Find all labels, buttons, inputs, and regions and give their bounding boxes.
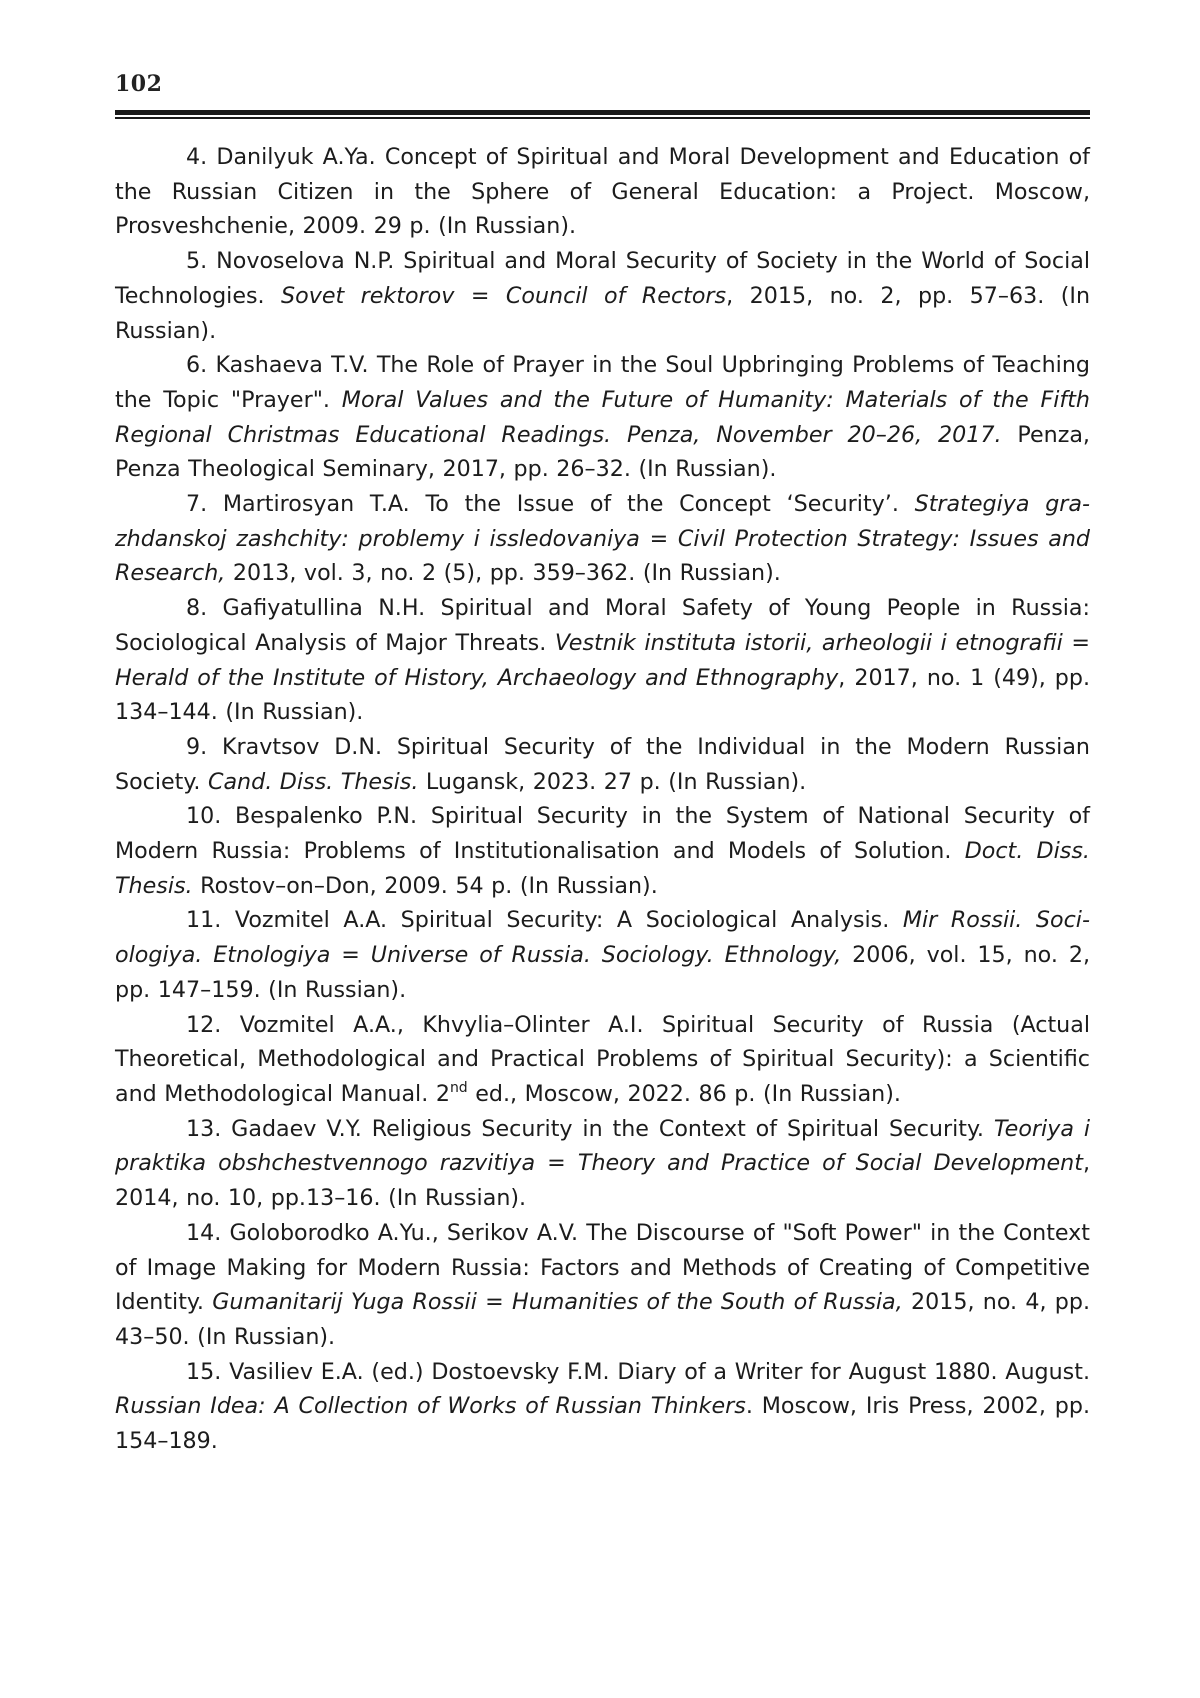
reference-item-15 bbox=[115, 1355, 1090, 1459]
reference-source-title: Gumanitarij Yuga Rossii = Humanities of the South of Russia, bbox=[212, 1289, 903, 1316]
header-rule-thin bbox=[115, 117, 1090, 119]
reference-item-5 bbox=[115, 244, 1090, 348]
reference-item-14 bbox=[115, 1216, 1090, 1355]
header-rule-thick bbox=[115, 110, 1090, 115]
reference-text: , 2014, no. 10, pp.13–16. (In Russian). bbox=[115, 1150, 1090, 1212]
reference-text: 11. Vozmitel A.A. Spiritual Security: A Sociological Analysis. bbox=[186, 907, 903, 934]
reference-text: 4. Danilyuk A.Ya. Concept of Spiritual and Moral Development and Education of the Russian Citizen in the Sphere of General Education: a Project. Moscow, Prosveshchenie, 2009. 29 p. (In Russian). bbox=[115, 144, 1090, 240]
reference-text: 10. Bespalenko P.N. Spiritual Security in the System of National Security of Modern Russia: Problems of Institutionalisation and Models of Solution. bbox=[115, 803, 1090, 865]
reference-text: 7. Martirosyan T.A. To the Issue of the Concept ‘Security’. bbox=[186, 491, 915, 518]
reference-item-7 bbox=[115, 487, 1090, 591]
reference-superscript: nd bbox=[449, 1079, 468, 1096]
reference-source-title: Teoriya i praktika obshchestvennogo razvitiya = Theory and Practice of Social Development bbox=[115, 1115, 1090, 1177]
reference-source-title: Moral Values and the Future of Humanity: Materials of the Fifth Regional Christmas Educational Readings. Penza, November 20–26, 2017. bbox=[115, 386, 1090, 448]
reference-item-11 bbox=[115, 903, 1090, 1007]
reference-text: 2015, no. 4, pp. 43–50. (In Russian). bbox=[115, 1289, 1090, 1350]
reference-text: 8. Gafiyatullina N.H. Spiritual and Moral Safety of Young People in Russia: Sociological Analysis of Major Threats. bbox=[115, 595, 1090, 656]
reference-source-title: Russian Idea: A Collection of Works of Russian Thinkers bbox=[115, 1393, 746, 1420]
reference-text: 9. Kravtsov D.N. Spiritual Security of the Individual in the Modern Russian Society. bbox=[115, 733, 1090, 795]
page-number: 102 bbox=[115, 71, 163, 97]
reference-source-title: Sovet rektorov = Council of Rectors bbox=[281, 282, 727, 309]
reference-text: Penza, Penza Theological Seminary, 2017, pp. 26–32. (In Russian). bbox=[115, 421, 1090, 483]
reference-item-13 bbox=[115, 1112, 1090, 1216]
reference-text: 15. Vasiliev E.A. (ed.) Dostoevsky F.M. Diary of a Writer for August 1880. August. bbox=[186, 1358, 1090, 1385]
reference-item-12 bbox=[115, 1008, 1090, 1112]
reference-text: , 2015, no. 2, pp. 57–63. (In Russian). bbox=[115, 282, 1091, 344]
reference-text: , 2017, no. 1 (49), pp. 134–144. (In Russian). bbox=[115, 664, 1090, 726]
reference-text: 12. Vozmitel A.A., Khvylia–Olinter A.I. Spiritual Security of Russia (Actual Theoretical, Methodological and Practical Problems of Spiritual Security): a Scientific and Methodological Manual. 2 bbox=[115, 1011, 1090, 1107]
reference-item-8 bbox=[115, 591, 1090, 730]
reference-text: Lugansk, 2023. 27 p. (In Russian). bbox=[418, 768, 807, 795]
reference-text: 14. Goloborodko A.Yu., Serikov A.V. The Discourse of "Soft Power" in the Context of Image Making for Modern Russia: Factors and Methods of Creating of Competitive Identity. bbox=[115, 1219, 1090, 1316]
reference-source-title: Doct. Diss. Thesis. bbox=[115, 838, 1090, 899]
reference-list bbox=[115, 140, 1090, 1459]
reference-source-title: Cand. Diss. Thesis. bbox=[207, 768, 419, 795]
reference-text: ed., Moscow, 2022. 86 p. (In Russian). bbox=[467, 1080, 901, 1107]
reference-text: 5. Novoselova N.P. Spiritual and Moral Security of Society in the World of Social Technologies. bbox=[115, 248, 1090, 309]
reference-text: 13. Gadaev V.Y. Religious Security in the Context of Spiritual Security. bbox=[186, 1115, 994, 1142]
reference-source-title: Mir Rossii. Sociologiya. Etnologiya = Universe of Russia. Sociology. Ethnology, bbox=[115, 907, 1090, 969]
reference-text: 2006, vol. 15, no. 2, pp. 147–159. (In Russian). bbox=[115, 942, 1090, 1003]
reference-source-title: Strategiya grazhdanskoj zashchity: problemy i issledovaniya = Civil Protection Strategy: Issues and Research, bbox=[115, 491, 1091, 587]
reference-item-10 bbox=[115, 799, 1090, 903]
reference-text: Rostov–on–Don, 2009. 54 p. (In Russian). bbox=[192, 872, 658, 899]
reference-text: . Moscow, Iris Press, 2002, pp. 154–189. bbox=[115, 1393, 1090, 1455]
reference-text: 2013, vol. 3, no. 2 (5), pp. 359–362. (In Russian). bbox=[225, 560, 781, 587]
reference-source-title: Vestnik instituta istorii, arheologii i etnografii = Herald of the Institute of History, Archaeology and Ethnography bbox=[115, 629, 1090, 691]
reference-item-6 bbox=[115, 348, 1090, 487]
reference-item-4 bbox=[115, 140, 1090, 244]
reference-item-9 bbox=[115, 730, 1090, 799]
reference-text: 6. Kashaeva T.V. The Role of Prayer in the Soul Upbringing Problems of Teaching the Topic "Prayer". bbox=[115, 352, 1090, 413]
